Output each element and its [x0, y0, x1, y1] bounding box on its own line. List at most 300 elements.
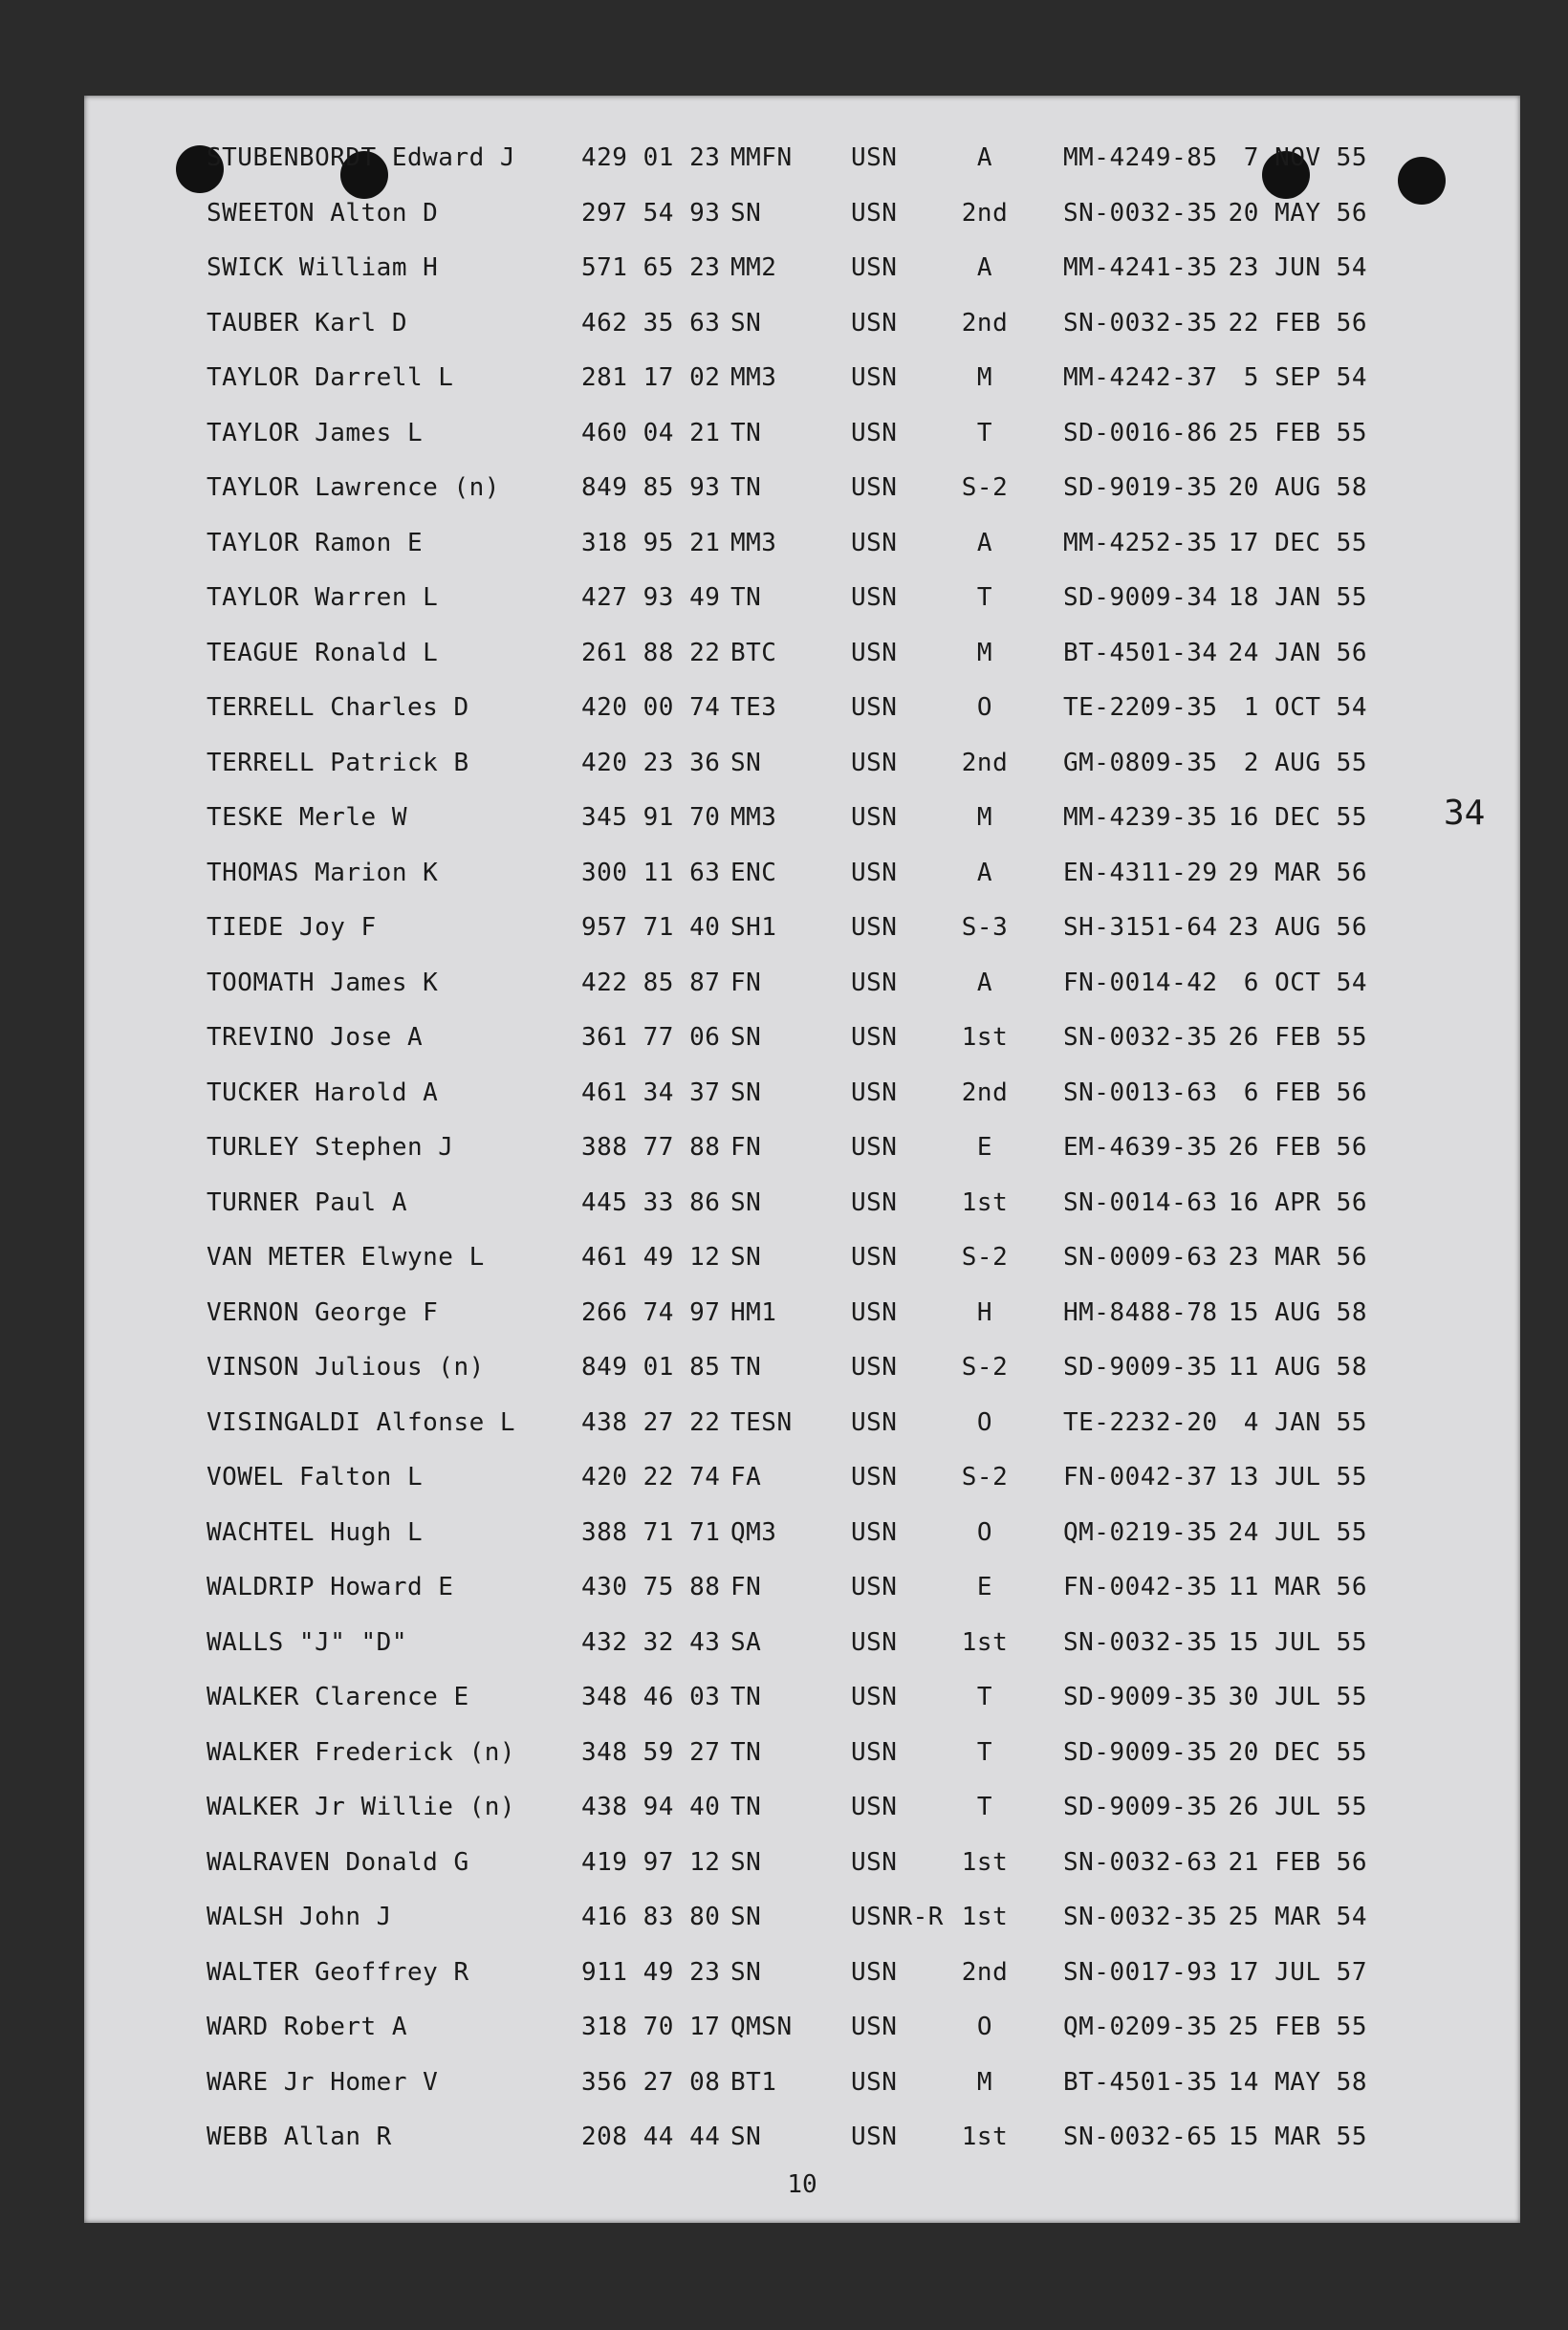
service-branch: USN — [851, 143, 898, 172]
designator-code: HM-8488-78 — [1063, 1297, 1218, 1327]
service-number: 348 59 27 — [581, 1737, 721, 1767]
class-code: M — [976, 638, 993, 667]
service-number: 571 65 23 — [581, 253, 721, 282]
designator-code: FN-0042-37 — [1063, 1463, 1218, 1492]
service-number: 208 44 44 — [581, 2123, 721, 2151]
table-row — [84, 1837, 1520, 1892]
date: 23 MAR 56 — [1228, 1243, 1367, 1272]
class-code: M — [976, 2067, 993, 2097]
class-code: E — [976, 1573, 993, 1601]
person-name: WARE Jr Homer V — [207, 2067, 439, 2097]
class-code: 2nd — [961, 198, 1009, 228]
person-name: TAYLOR Lawrence (n) — [207, 473, 500, 502]
date: 16 APR 56 — [1228, 1187, 1367, 1217]
service-branch: USN — [851, 308, 898, 338]
class-code: A — [976, 528, 993, 557]
date: 16 DEC 55 — [1228, 803, 1367, 832]
person-name: TEAGUE Ronald L — [207, 638, 439, 667]
class-code: 1st — [961, 1023, 1009, 1052]
date: 29 MAR 56 — [1228, 858, 1367, 887]
date: 13 JUL 55 — [1228, 1463, 1367, 1492]
designator-code: MM-4249-85 — [1063, 143, 1218, 172]
service-branch: USN — [851, 913, 898, 942]
rate: FA — [730, 1463, 762, 1492]
table-row — [84, 572, 1520, 627]
designator-code: TE-2232-20 — [1063, 1407, 1218, 1437]
table-row — [84, 1451, 1520, 1507]
person-name: WALDRIP Howard E — [207, 1573, 454, 1601]
service-number: 345 91 70 — [581, 803, 721, 832]
class-code: T — [976, 418, 993, 447]
service-branch: USN — [851, 1023, 898, 1052]
service-number: 420 23 36 — [581, 748, 721, 777]
table-row — [84, 1121, 1520, 1177]
service-branch: USN — [851, 418, 898, 447]
table-row — [84, 1617, 1520, 1672]
service-number: 849 85 93 — [581, 473, 721, 502]
person-name: WALKER Clarence E — [207, 1683, 469, 1711]
service-number: 281 17 02 — [581, 363, 721, 392]
class-code: 2nd — [961, 1957, 1009, 1987]
class-code: A — [976, 253, 993, 282]
service-branch: USN — [851, 2123, 898, 2151]
date: 6 FEB 56 — [1243, 1078, 1367, 1107]
person-name: TAYLOR Ramon E — [207, 528, 424, 557]
person-name: TIEDE Joy F — [207, 913, 377, 942]
designator-code: BT-4501-34 — [1063, 638, 1218, 667]
class-code: S-3 — [961, 913, 1009, 942]
date: 6 OCT 54 — [1243, 968, 1367, 997]
table-row — [84, 517, 1520, 573]
designator-code: SN-0014-63 — [1063, 1187, 1218, 1217]
rate: TN — [730, 583, 762, 612]
service-branch: USN — [851, 198, 898, 228]
person-name: VAN METER Elwyne L — [207, 1243, 485, 1272]
rate: FN — [730, 1573, 762, 1601]
person-name: TERRELL Charles D — [207, 693, 469, 722]
rate: HM1 — [730, 1297, 777, 1327]
rate: SN — [730, 1957, 762, 1987]
table-row — [84, 1727, 1520, 1782]
service-branch: USN — [851, 1847, 898, 1877]
service-number: 461 34 37 — [581, 1078, 721, 1107]
table-row — [84, 737, 1520, 793]
designator-code: TE-2209-35 — [1063, 693, 1218, 722]
rate: SN — [730, 1078, 762, 1107]
service-branch: USN — [851, 803, 898, 832]
date: 7 NOV 55 — [1243, 143, 1367, 172]
date: 17 JUL 57 — [1228, 1957, 1367, 1987]
date: 11 AUG 58 — [1228, 1353, 1367, 1382]
date: 21 FEB 56 — [1228, 1847, 1367, 1877]
person-name: TUCKER Harold A — [207, 1078, 439, 1107]
person-name: VISINGALDI Alfonse L — [207, 1407, 516, 1437]
class-code: 2nd — [961, 308, 1009, 338]
date: 15 JUL 55 — [1228, 1627, 1367, 1657]
service-branch: USN — [851, 1463, 898, 1492]
person-name: TAYLOR James L — [207, 418, 424, 447]
person-name: TREVINO Jose A — [207, 1023, 424, 1052]
class-code: S-2 — [961, 473, 1009, 502]
designator-code: SD-0016-86 — [1063, 418, 1218, 447]
designator-code: SN-0017-93 — [1063, 1957, 1218, 1987]
table-row — [84, 1067, 1520, 1122]
person-name: WACHTEL Hugh L — [207, 1517, 424, 1547]
designator-code: SH-3151-64 — [1063, 913, 1218, 942]
designator-code: EM-4639-35 — [1063, 1133, 1218, 1162]
table-row — [84, 902, 1520, 957]
date: 23 AUG 56 — [1228, 913, 1367, 942]
table-row — [84, 1397, 1520, 1452]
side-number: 34 — [1444, 794, 1486, 833]
designator-code: SN-0032-35 — [1063, 1903, 1218, 1931]
person-name: WALRAVEN Donald G — [207, 1847, 469, 1877]
rate: TN — [730, 1793, 762, 1821]
person-name: WEBB Allan R — [207, 2123, 392, 2151]
designator-code: SD-9009-35 — [1063, 1353, 1218, 1382]
class-code: O — [976, 2013, 993, 2041]
page-number: 10 — [787, 2170, 817, 2199]
service-number: 266 74 97 — [581, 1297, 721, 1327]
class-code: S-2 — [961, 1243, 1009, 1272]
rate: SN — [730, 2123, 762, 2151]
table-row — [84, 1287, 1520, 1342]
class-code: T — [976, 1793, 993, 1821]
rate: TESN — [730, 1407, 793, 1437]
date: 2 AUG 55 — [1243, 748, 1367, 777]
rate: FN — [730, 1133, 762, 1162]
service-number: 462 35 63 — [581, 308, 721, 338]
service-number: 388 77 88 — [581, 1133, 721, 1162]
class-code: O — [976, 1407, 993, 1437]
class-code: 1st — [961, 1627, 1009, 1657]
service-branch: USN — [851, 693, 898, 722]
rate: MM3 — [730, 803, 777, 832]
service-branch: USN — [851, 1957, 898, 1987]
rate: SN — [730, 1903, 762, 1931]
service-branch: USN — [851, 748, 898, 777]
date: 26 FEB 55 — [1228, 1023, 1367, 1052]
date: 23 JUN 54 — [1228, 253, 1367, 282]
date: 24 JAN 56 — [1228, 638, 1367, 667]
designator-code: BT-4501-35 — [1063, 2067, 1218, 2097]
table-row — [84, 1507, 1520, 1562]
service-branch: USN — [851, 1133, 898, 1162]
service-branch: USN — [851, 363, 898, 392]
rate: TN — [730, 473, 762, 502]
date: 30 JUL 55 — [1228, 1683, 1367, 1711]
designator-code: MM-4239-35 — [1063, 803, 1218, 832]
service-number: 849 01 85 — [581, 1353, 721, 1382]
date: 4 JAN 55 — [1243, 1407, 1367, 1437]
designator-code: GM-0809-35 — [1063, 748, 1218, 777]
rate: MM2 — [730, 253, 777, 282]
class-code: A — [976, 968, 993, 997]
table-row — [84, 2111, 1520, 2167]
table-row — [84, 957, 1520, 1013]
designator-code: SN-0032-35 — [1063, 1023, 1218, 1052]
table-row — [84, 297, 1520, 353]
service-branch: USN — [851, 968, 898, 997]
person-name: TURNER Paul A — [207, 1187, 407, 1217]
class-code: M — [976, 803, 993, 832]
service-number: 261 88 22 — [581, 638, 721, 667]
rate: SA — [730, 1627, 762, 1657]
service-branch: USN — [851, 2067, 898, 2097]
service-number: 430 75 88 — [581, 1573, 721, 1601]
table-row — [84, 1341, 1520, 1397]
service-branch: USN — [851, 1187, 898, 1217]
rate: TN — [730, 1683, 762, 1711]
service-number: 348 46 03 — [581, 1683, 721, 1711]
date: 25 FEB 55 — [1228, 418, 1367, 447]
table-row — [84, 462, 1520, 517]
class-code: T — [976, 583, 993, 612]
table-row — [84, 1561, 1520, 1617]
rate: MMFN — [730, 143, 793, 172]
designator-code: MM-4252-35 — [1063, 528, 1218, 557]
date: 25 FEB 55 — [1228, 2013, 1367, 2041]
service-number: 356 27 08 — [581, 2067, 721, 2097]
person-name: THOMAS Marion K — [207, 858, 439, 887]
table-row — [84, 1671, 1520, 1727]
date: 15 AUG 58 — [1228, 1297, 1367, 1327]
person-name: TAUBER Karl D — [207, 308, 407, 338]
date: 20 MAY 56 — [1228, 198, 1367, 228]
table-row — [84, 1781, 1520, 1837]
date: 15 MAR 55 — [1228, 2123, 1367, 2151]
table-row — [84, 187, 1520, 243]
designator-code: SN-0032-63 — [1063, 1847, 1218, 1877]
service-number: 438 27 22 — [581, 1407, 721, 1437]
date: 18 JAN 55 — [1228, 583, 1367, 612]
rate: SN — [730, 308, 762, 338]
designator-code: SD-9009-35 — [1063, 1683, 1218, 1711]
designator-code: SN-0032-65 — [1063, 2123, 1218, 2151]
service-number: 419 97 12 — [581, 1847, 721, 1877]
class-code: 2nd — [961, 1078, 1009, 1107]
table-row — [84, 2001, 1520, 2057]
table-row — [84, 792, 1520, 847]
designator-code: QM-0209-35 — [1063, 2013, 1218, 2041]
service-branch: USN — [851, 528, 898, 557]
person-name: VINSON Julious (n) — [207, 1353, 485, 1382]
table-row — [84, 242, 1520, 297]
service-number: 420 22 74 — [581, 1463, 721, 1492]
date: 20 AUG 58 — [1228, 473, 1367, 502]
service-branch: USN — [851, 858, 898, 887]
designator-code: QM-0219-35 — [1063, 1517, 1218, 1547]
rate: BT1 — [730, 2067, 777, 2097]
date: 26 FEB 56 — [1228, 1133, 1367, 1162]
class-code: 2nd — [961, 748, 1009, 777]
designator-code: FN-0014-42 — [1063, 968, 1218, 997]
class-code: A — [976, 143, 993, 172]
date: 14 MAY 58 — [1228, 2067, 1367, 2097]
roster-table — [84, 132, 1520, 2167]
designator-code: SN-0013-63 — [1063, 1078, 1218, 1107]
rate: SH1 — [730, 913, 777, 942]
table-row — [84, 2057, 1520, 2112]
service-number: 438 94 40 — [581, 1793, 721, 1821]
rate: FN — [730, 968, 762, 997]
designator-code: SN-0032-35 — [1063, 1627, 1218, 1657]
date: 5 SEP 54 — [1243, 363, 1367, 392]
person-name: WALSH John J — [207, 1903, 392, 1931]
designator-code: FN-0042-35 — [1063, 1573, 1218, 1601]
service-number: 318 70 17 — [581, 2013, 721, 2041]
service-branch: USN — [851, 1078, 898, 1107]
date: 26 JUL 55 — [1228, 1793, 1367, 1821]
table-row — [84, 627, 1520, 683]
person-name: VERNON George F — [207, 1297, 439, 1327]
class-code: E — [976, 1133, 993, 1162]
person-name: WALKER Frederick (n) — [207, 1737, 516, 1767]
rate: SN — [730, 1847, 762, 1877]
rate: TN — [730, 1737, 762, 1767]
service-number: 427 93 49 — [581, 583, 721, 612]
class-code: 1st — [961, 1847, 1009, 1877]
service-number: 460 04 21 — [581, 418, 721, 447]
service-branch: USN — [851, 1297, 898, 1327]
person-name: TAYLOR Warren L — [207, 583, 439, 612]
table-row — [84, 847, 1520, 903]
service-number: 300 11 63 — [581, 858, 721, 887]
rate: QM3 — [730, 1517, 777, 1547]
service-branch: USN — [851, 1627, 898, 1657]
service-number: 318 95 21 — [581, 528, 721, 557]
service-branch: USN — [851, 1353, 898, 1382]
rate: MM3 — [730, 528, 777, 557]
table-row — [84, 407, 1520, 463]
date: 24 JUL 55 — [1228, 1517, 1367, 1547]
class-code: M — [976, 363, 993, 392]
rate: QMSN — [730, 2013, 793, 2041]
service-branch: USN — [851, 473, 898, 502]
rate: SN — [730, 1187, 762, 1217]
table-row — [84, 1891, 1520, 1947]
person-name: SWICK William H — [207, 253, 439, 282]
date: 25 MAR 54 — [1228, 1903, 1367, 1931]
service-branch: USN — [851, 2013, 898, 2041]
table-row — [84, 132, 1520, 187]
class-code: S-2 — [961, 1353, 1009, 1382]
person-name: WARD Robert A — [207, 2013, 407, 2041]
class-code: O — [976, 1517, 993, 1547]
designator-code: SD-9019-35 — [1063, 473, 1218, 502]
date: 1 OCT 54 — [1243, 693, 1367, 722]
class-code: S-2 — [961, 1463, 1009, 1492]
date: 20 DEC 55 — [1228, 1737, 1367, 1767]
service-number: 361 77 06 — [581, 1023, 721, 1052]
date: 17 DEC 55 — [1228, 528, 1367, 557]
table-row — [84, 1012, 1520, 1067]
designator-code: SD-9009-34 — [1063, 583, 1218, 612]
document-page — [84, 96, 1520, 2223]
service-branch: USN — [851, 583, 898, 612]
service-branch: USN — [851, 1517, 898, 1547]
table-row — [84, 1177, 1520, 1232]
date: 11 MAR 56 — [1228, 1573, 1367, 1601]
person-name: SWEETON Alton D — [207, 198, 439, 228]
person-name: TURLEY Stephen J — [207, 1133, 454, 1162]
person-name: WALTER Geoffrey R — [207, 1957, 469, 1987]
service-number: 429 01 23 — [581, 143, 721, 172]
class-code: T — [976, 1737, 993, 1767]
service-number: 445 33 86 — [581, 1187, 721, 1217]
service-branch: USN — [851, 1737, 898, 1767]
person-name: STUBENBORDT Edward J — [207, 143, 516, 172]
table-row — [84, 1947, 1520, 2002]
date: 22 FEB 56 — [1228, 308, 1367, 338]
person-name: TESKE Merle W — [207, 803, 407, 832]
rate: SN — [730, 1023, 762, 1052]
class-code: A — [976, 858, 993, 887]
service-number: 388 71 71 — [581, 1517, 721, 1547]
service-number: 911 49 23 — [581, 1957, 721, 1987]
designator-code: SN-0032-35 — [1063, 308, 1218, 338]
service-branch: USN — [851, 638, 898, 667]
service-number: 422 85 87 — [581, 968, 721, 997]
class-code: H — [976, 1297, 993, 1327]
rate: SN — [730, 1243, 762, 1272]
service-number: 432 32 43 — [581, 1627, 721, 1657]
designator-code: EN-4311-29 — [1063, 858, 1218, 887]
rate: SN — [730, 748, 762, 777]
service-number: 297 54 93 — [581, 198, 721, 228]
class-code: O — [976, 693, 993, 722]
table-row — [84, 352, 1520, 407]
service-branch: USN — [851, 253, 898, 282]
rate: MM3 — [730, 363, 777, 392]
rate: TE3 — [730, 693, 777, 722]
class-code: 1st — [961, 1903, 1009, 1931]
service-branch: USN — [851, 1573, 898, 1601]
person-name: TAYLOR Darrell L — [207, 363, 454, 392]
rate: BTC — [730, 638, 777, 667]
service-number: 957 71 40 — [581, 913, 721, 942]
rate: SN — [730, 198, 762, 228]
person-name: WALLS "J" "D" — [207, 1627, 407, 1657]
service-number: 420 00 74 — [581, 693, 721, 722]
service-number: 416 83 80 — [581, 1903, 721, 1931]
service-number: 461 49 12 — [581, 1243, 721, 1272]
designator-code: MM-4242-37 — [1063, 363, 1218, 392]
rate: TN — [730, 418, 762, 447]
class-code: 1st — [961, 1187, 1009, 1217]
service-branch: USN — [851, 1407, 898, 1437]
person-name: WALKER Jr Willie (n) — [207, 1793, 516, 1821]
designator-code: SD-9009-35 — [1063, 1737, 1218, 1767]
person-name: VOWEL Falton L — [207, 1463, 424, 1492]
service-branch: USN — [851, 1683, 898, 1711]
service-branch: USNR-R — [851, 1903, 944, 1931]
class-code: 1st — [961, 2123, 1009, 2151]
designator-code: SN-0032-35 — [1063, 198, 1218, 228]
designator-code: SN-0009-63 — [1063, 1243, 1218, 1272]
rate: TN — [730, 1353, 762, 1382]
designator-code: SD-9009-35 — [1063, 1793, 1218, 1821]
person-name: TERRELL Patrick B — [207, 748, 469, 777]
designator-code: MM-4241-35 — [1063, 253, 1218, 282]
class-code: T — [976, 1683, 993, 1711]
person-name: TOOMATH James K — [207, 968, 439, 997]
table-row — [84, 1231, 1520, 1287]
table-row — [84, 682, 1520, 737]
service-branch: USN — [851, 1243, 898, 1272]
rate: ENC — [730, 858, 777, 887]
service-branch: USN — [851, 1793, 898, 1821]
